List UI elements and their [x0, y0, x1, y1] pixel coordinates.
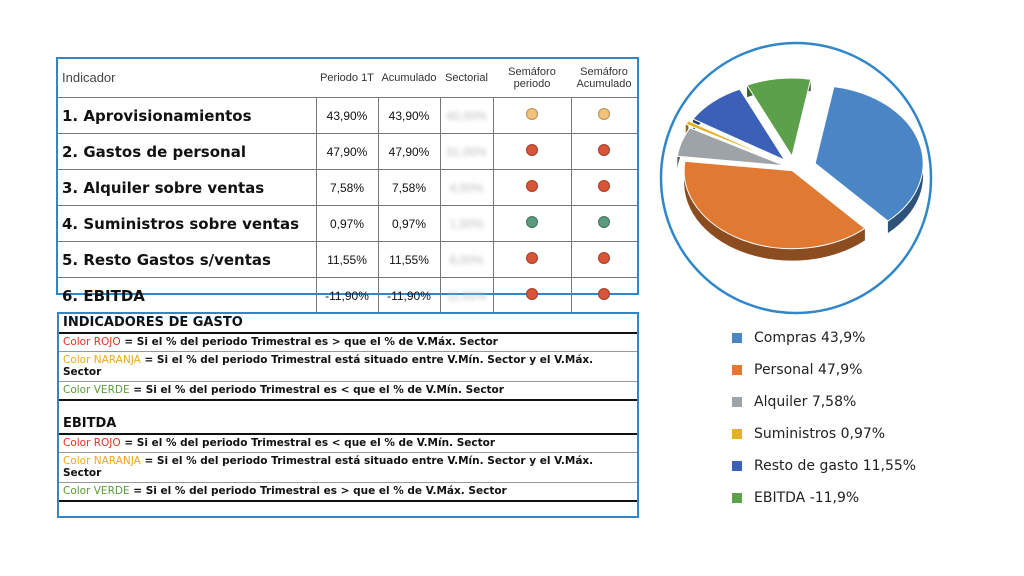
semaforo-periodo-dot [526, 252, 538, 264]
pie-legend [732, 322, 992, 514]
legend-item [732, 482, 992, 514]
semaforo-periodo-dot [526, 108, 538, 120]
rule-color-word: Color ROJO [63, 336, 121, 348]
table-header-row [58, 59, 637, 98]
semaforo-acumulado-cell [571, 170, 637, 206]
legend-label: Alquiler 7,58% [754, 394, 857, 410]
semaforo-acumulado-dot [598, 252, 610, 264]
sectorial-value: 1,50% [440, 206, 493, 242]
semaforo-acumulado-cell [571, 98, 637, 134]
pie-chart-svg [658, 40, 934, 316]
table-row [58, 134, 637, 170]
table-row [58, 206, 637, 242]
rule-item [59, 483, 637, 502]
header-sectorial: Sectorial [440, 59, 493, 98]
sectorial-value: 11,00% [440, 278, 493, 314]
acumulado-value: 43,90% [378, 98, 440, 134]
legend-item [732, 386, 992, 418]
rule-color-word: Color NARANJA [63, 455, 141, 467]
rule-text: = Si el % del periodo Trimestral es < que el % de V.Mín. Sector [120, 437, 496, 449]
rule-text: = Si el % del periodo Trimestral es > que el % de V.Máx. Sector [120, 336, 498, 348]
indicator-name: 4. Suministros sobre ventas [58, 206, 316, 242]
sectorial-value: 40,00% [440, 98, 493, 134]
periodo-value: 0,97% [316, 206, 378, 242]
header-semaforo-acumulado: Semáforo Acumulado [571, 59, 637, 98]
rule-item [59, 334, 637, 352]
indicator-table [56, 57, 639, 305]
indicator-name: 3. Alquiler sobre ventas [58, 170, 316, 206]
semaforo-periodo-dot [526, 144, 538, 156]
periodo-value: 11,55% [316, 242, 378, 278]
legend-label: Personal 47,9% [754, 362, 863, 378]
semaforo-acumulado-dot [598, 108, 610, 120]
rules-spacer [59, 401, 637, 415]
table-row [58, 278, 637, 314]
semaforo-periodo-cell [493, 170, 571, 206]
semaforo-periodo-cell [493, 98, 571, 134]
legend-item [732, 322, 992, 354]
rules-title-ebitda: EBITDA [59, 415, 637, 435]
legend-item [732, 418, 992, 450]
semaforo-acumulado-dot [598, 144, 610, 156]
indicator-name: 2. Gastos de personal [58, 134, 316, 170]
periodo-value: 43,90% [316, 98, 378, 134]
rule-item [59, 352, 637, 382]
table-row [58, 242, 637, 278]
semaforo-acumulado-cell [571, 134, 637, 170]
acumulado-value: -11,90% [378, 278, 440, 314]
acumulado-value: 11,55% [378, 242, 440, 278]
rule-text: = Si el % del periodo Trimestral es < que el % de V.Mín. Sector [129, 384, 504, 396]
semaforo-periodo-dot [526, 216, 538, 228]
rule-color-word: Color VERDE [63, 384, 130, 396]
indicator-name: 1. Aprovisionamientos [58, 98, 316, 134]
legend-label: Resto de gasto 11,55% [754, 458, 917, 474]
rule-item [59, 382, 637, 401]
semaforo-periodo-cell [493, 278, 571, 314]
acumulado-value: 0,97% [378, 206, 440, 242]
semaforo-periodo-cell [493, 134, 571, 170]
semaforo-acumulado-cell [571, 278, 637, 314]
rule-color-word: Color ROJO [63, 437, 121, 449]
pie-chart [658, 40, 934, 316]
legend-label: Suministros 0,97% [754, 426, 886, 442]
semaforo-periodo-dot [526, 288, 538, 300]
rule-text: = Si el % del periodo Trimestral es > que el % de V.Máx. Sector [129, 485, 507, 497]
periodo-value: 7,58% [316, 170, 378, 206]
rule-text: = Si el % del periodo Trimestral está situado entre V.Mín. Sector y el V.Máx. Sector [63, 455, 594, 479]
table-row [58, 170, 637, 206]
indicator-rules-legend [57, 312, 639, 518]
header-acumulado: Acumulado [378, 59, 440, 98]
semaforo-periodo-cell [493, 242, 571, 278]
indicator-name: 6. EBITDA [58, 278, 316, 314]
header-indicador: Indicador [58, 59, 316, 98]
table-row [58, 98, 637, 134]
rule-item [59, 453, 637, 483]
rule-color-word: Color NARANJA [63, 354, 141, 366]
legend-swatch [732, 365, 742, 375]
header-semaforo-periodo: Semáforo periodo [493, 59, 571, 98]
sectorial-value: 31,00% [440, 134, 493, 170]
acumulado-value: 7,58% [378, 170, 440, 206]
legend-item [732, 450, 992, 482]
legend-item [732, 354, 992, 386]
rules-title-gasto: INDICADORES DE GASTO [59, 314, 637, 334]
legend-swatch [732, 461, 742, 471]
periodo-value: -11,90% [316, 278, 378, 314]
semaforo-acumulado-dot [598, 216, 610, 228]
header-periodo: Periodo 1T [316, 59, 378, 98]
semaforo-periodo-dot [526, 180, 538, 192]
semaforo-acumulado-dot [598, 288, 610, 300]
legend-swatch [732, 397, 742, 407]
legend-label: EBITDA -11,9% [754, 490, 860, 506]
semaforo-acumulado-cell [571, 242, 637, 278]
semaforo-acumulado-cell [571, 206, 637, 242]
legend-swatch [732, 493, 742, 503]
legend-swatch [732, 429, 742, 439]
periodo-value: 47,90% [316, 134, 378, 170]
rule-text: = Si el % del periodo Trimestral está situado entre V.Mín. Sector y el V.Máx. Sector [63, 354, 594, 378]
semaforo-acumulado-dot [598, 180, 610, 192]
semaforo-periodo-cell [493, 206, 571, 242]
indicator-name: 5. Resto Gastos s/ventas [58, 242, 316, 278]
sectorial-value: 4,00% [440, 170, 493, 206]
acumulado-value: 47,90% [378, 134, 440, 170]
sectorial-value: 8,00% [440, 242, 493, 278]
legend-label: Compras 43,9% [754, 330, 866, 346]
rule-color-word: Color VERDE [63, 485, 130, 497]
rule-item [59, 435, 637, 453]
legend-swatch [732, 333, 742, 343]
